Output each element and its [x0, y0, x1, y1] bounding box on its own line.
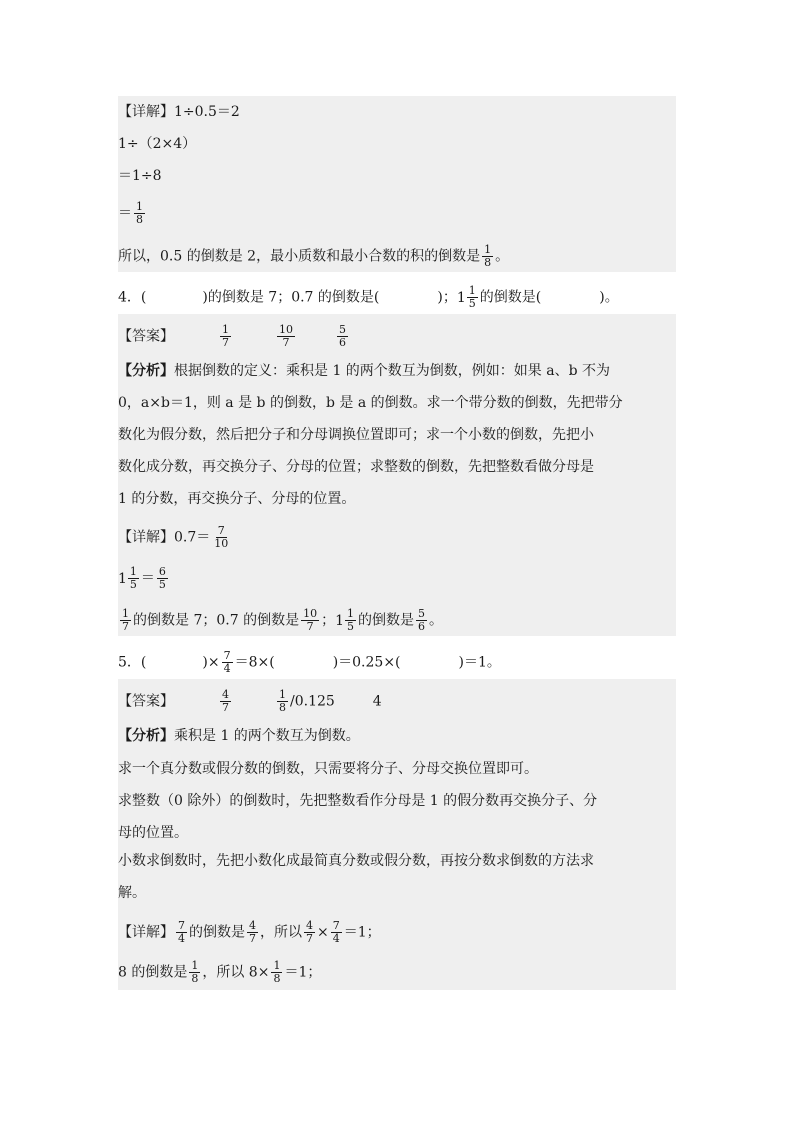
fraction: $\frac{1}{8}$ [191, 959, 199, 985]
q5-line-5: 解。 [118, 885, 146, 901]
q4-analysis-5: 1 的分数，再交换分子、分母的位置。 [118, 491, 356, 507]
q4-detail-1: 【详解】0.7＝ $\frac{7}{10}$ [118, 524, 229, 550]
fraction: $\frac{1}{8}$ [136, 200, 143, 226]
p3-line2: 1÷（2×4） [118, 136, 197, 152]
q4-question: 4．( )的倒数是 7；0.7 的倒数是( )；1 $\frac{1}{5}$ 的倒数是( )。 [118, 284, 619, 310]
q4-analysis-3: 数化为假分数，然后把分子和分母调换位置即可；求一个小数的倒数，先把小 [118, 427, 594, 443]
p3-line4: ＝ $\frac{1}{8}$ [118, 200, 143, 226]
q4-analysis-1: 【分析】根据倒数的定义：乘积是 1 的两个数互为倒数，例如：如果 a、b 不为 [118, 363, 611, 379]
p3-line5: 所以，0.5 的倒数是 2，最小质数和最小合数的积的倒数是 $\frac{1}{8}$ 。 [118, 243, 510, 269]
q5-line-4: 小数求倒数时，先把小数化成最简真分数或假分数，再按分数求倒数的方法求 [118, 853, 594, 869]
q5-line-3: 母的位置。 [118, 825, 188, 841]
answer-fraction-1: $\frac{1}{7}$ [222, 323, 229, 349]
q5-question: 5．( )× $\frac{7}{4}$ ＝8×( )＝0.25×( )＝1。 [118, 649, 501, 675]
q4-answer [118, 324, 676, 349]
analysis-label: 【分析】 [118, 363, 174, 379]
detail-label: 【详解】 [118, 104, 174, 120]
fraction: $\frac{5}{6}$ [418, 607, 425, 633]
fraction: $\frac{7}{4}$ [178, 919, 185, 945]
answer-fraction-1: $\frac{4}{7}$ [222, 688, 229, 714]
q4-analysis-4: 数化成分数，再交换分子、分母的位置；求整数的倒数，先把整数看做分母是 [118, 459, 594, 475]
q5-analysis: 【分析】乘积是 1 的两个数互为倒数。 [118, 728, 360, 744]
answer-fraction-2: $\frac{10}{7}$ [279, 323, 293, 349]
answer-fraction-3: $\frac{5}{6}$ [339, 323, 346, 349]
fraction: $\frac{6}{5}$ [158, 565, 166, 591]
q5-line-1: 求一个真分数或假分数的倒数，只需要将分子、分母交换位置即可。 [118, 761, 538, 777]
fraction: $\frac{1}{5}$ [468, 284, 476, 310]
fraction: $\frac{1}{8}$ [273, 959, 281, 985]
fraction: $\frac{10}{7}$ [303, 607, 318, 633]
fraction: $\frac{4}{7}$ [306, 919, 313, 945]
answer-fraction-2: $\frac{1}{8}$ [279, 688, 286, 714]
fraction: $\frac{1}{5}$ [129, 565, 137, 591]
q4-summary: $\frac{1}{7}$ 的倒数是 7；0.7 的倒数是 $\frac{10}{7}$ ；1 $\frac{1}{5}$ 的倒数是 $\frac{5}{6}$ 。 [122, 607, 443, 633]
q5-detail-1: 【详解】 $\frac{7}{4}$ 的倒数是 $\frac{4}{7}$ ，所以 $\frac{4}{7}$ × $\frac{7}{4}$ ＝1； [118, 919, 381, 945]
fraction: $\frac{1}{7}$ [122, 607, 129, 633]
detail-label: 【详解】 [118, 529, 174, 546]
q5-line-2: 求整数（0 除外）的倒数时，先把整数看作分母是 1 的假分数再交换分子、分 [118, 793, 598, 809]
p3-line3: ＝1÷8 [118, 168, 162, 184]
analysis-label: 【分析】 [118, 728, 174, 744]
answer-label: 【答案】 [118, 693, 174, 710]
fraction: $\frac{1}{5}$ [347, 607, 354, 633]
q4-detail-2: 1 $\frac{1}{5}$ ＝ $\frac{6}{5}$ [118, 565, 166, 591]
fraction: $\frac{1}{8}$ [484, 243, 492, 269]
q4-analysis-2: 0，a×b＝1，则 a 是 b 的倒数，b 是 a 的倒数。求一个带分数的倒数，先把带分 [118, 395, 623, 411]
fraction: $\frac{7}{4}$ [332, 919, 340, 945]
q5-detail-2: 8 的倒数是 $\frac{1}{8}$ ，所以 8× $\frac{1}{8}$ ＝1； [118, 959, 322, 985]
detail-label: 【详解】 [118, 924, 174, 941]
p3-line1: 【详解】1÷0.5＝2 [118, 104, 240, 120]
fraction: $\frac{7}{4}$ [223, 649, 231, 675]
q5-answer: 【答案】 $\frac{4}{7}$ $\frac{1}{8}$ /0.125 4 [118, 688, 382, 714]
fraction: $\frac{7}{10}$ [214, 524, 229, 550]
answer-label: 【答案】 [118, 328, 174, 345]
fraction: $\frac{4}{7}$ [249, 919, 256, 945]
